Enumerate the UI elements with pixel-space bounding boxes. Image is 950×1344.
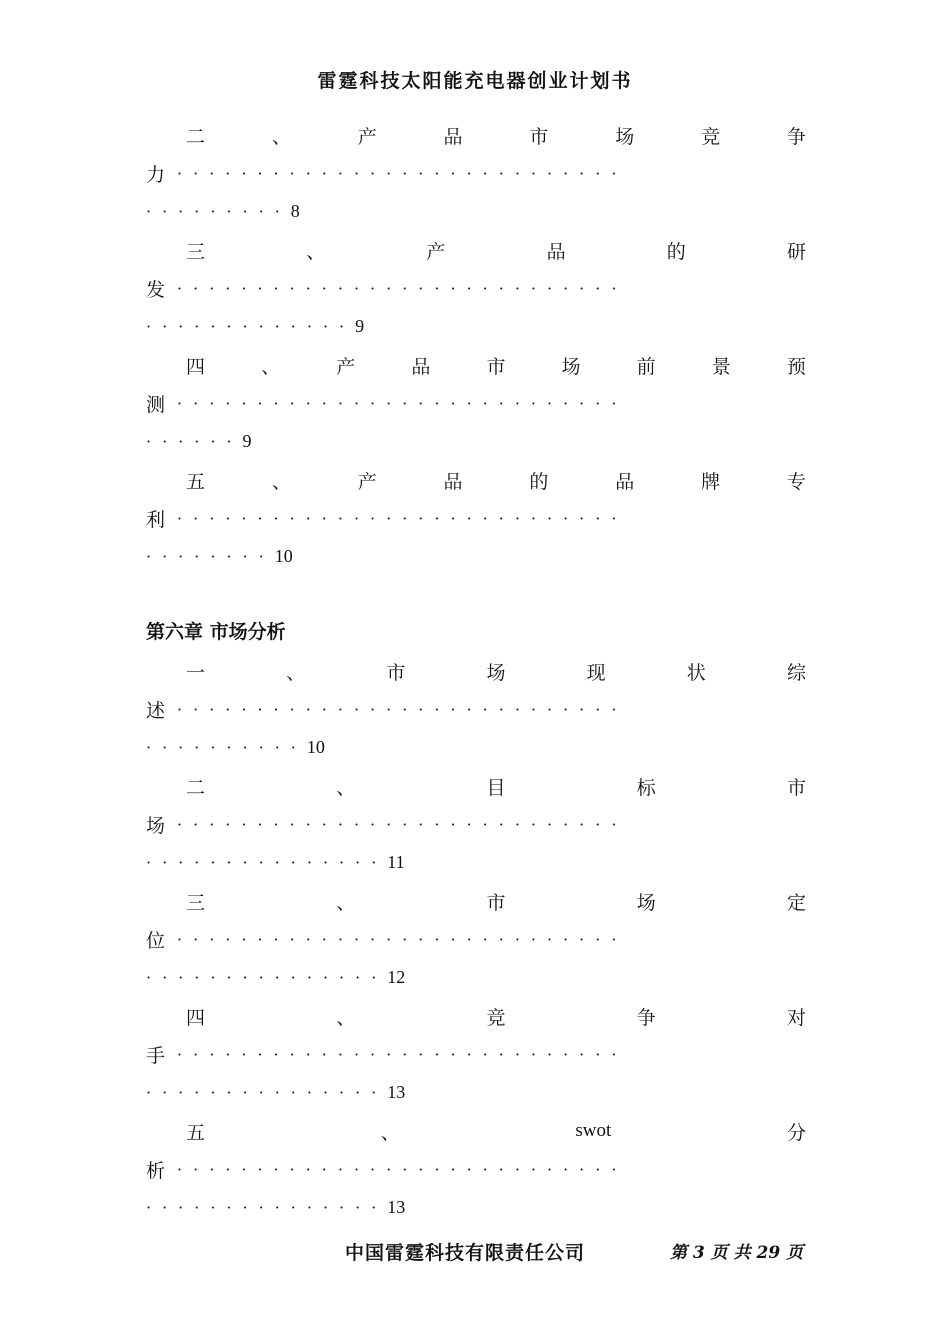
dot-leader: ···························· bbox=[177, 814, 628, 834]
toc-title-char: 竞 bbox=[701, 125, 721, 148]
toc-title-char: 争 bbox=[786, 125, 806, 148]
dot-leader: ···························· bbox=[177, 929, 628, 949]
toc-title-last-char: 位 bbox=[146, 929, 166, 952]
toc-title-last-char: 场 bbox=[146, 814, 166, 837]
toc-page-number: 9 bbox=[355, 315, 365, 336]
footer-company-name: 中国雷霆科技有限责任公司 bbox=[345, 1242, 586, 1264]
toc-title-char: 品 bbox=[615, 470, 635, 493]
toc-entry-leader-line bbox=[146, 1039, 806, 1069]
toc-page-number: 12 bbox=[387, 966, 406, 987]
dot-leader: ···························· bbox=[177, 1159, 628, 1179]
toc-entry-title-line bbox=[186, 886, 806, 916]
toc-entry-leader-line bbox=[146, 1154, 806, 1184]
toc-page-number: 10 bbox=[306, 736, 325, 757]
toc-title-char: 产 bbox=[357, 125, 377, 148]
toc-title-char: 产 bbox=[336, 355, 356, 378]
toc-title-char: 产 bbox=[357, 470, 377, 493]
toc-title-char: 现 bbox=[586, 661, 606, 684]
toc-title-last-char: 述 bbox=[146, 699, 166, 722]
toc-entry-page-line bbox=[146, 732, 325, 762]
toc-entry-page-line bbox=[146, 1077, 405, 1107]
toc-title-char: 场 bbox=[636, 891, 656, 914]
toc-entry-page-line bbox=[146, 847, 405, 877]
toc-page-number: 13 bbox=[387, 1196, 406, 1217]
toc-title-char: 场 bbox=[561, 355, 581, 378]
toc-entry-title-line bbox=[186, 1116, 806, 1146]
toc-title-last-char: 析 bbox=[146, 1159, 166, 1182]
toc-title-char: 四 bbox=[186, 355, 206, 378]
toc-title-char: 品 bbox=[443, 470, 463, 493]
toc-title-char: 的 bbox=[666, 240, 686, 263]
toc-entry-title-line bbox=[186, 120, 806, 150]
dot-leader: ··············· bbox=[146, 1197, 388, 1217]
toc-entry-leader-line bbox=[146, 158, 806, 188]
toc-title-char: 五 bbox=[186, 470, 206, 493]
toc-title-char: 、 bbox=[336, 891, 356, 914]
toc-title-char: 市 bbox=[486, 891, 506, 914]
toc-entry-title-line bbox=[186, 350, 806, 380]
toc-title-last-char: 测 bbox=[146, 393, 166, 416]
dot-leader: ········ bbox=[146, 546, 275, 566]
toc-title-char: 二 bbox=[186, 125, 206, 148]
toc-title-char: 、 bbox=[271, 125, 291, 148]
document-header-title: 雷霆科技太阳能充电器创业计划书 bbox=[317, 70, 633, 92]
toc-title-char: 五 bbox=[186, 1121, 206, 1144]
toc-entry-page-line bbox=[146, 311, 364, 341]
toc-entry-title-line bbox=[186, 465, 806, 495]
toc-entry-leader-line bbox=[146, 924, 806, 954]
toc-title-char: 市 bbox=[529, 125, 549, 148]
page-footer bbox=[0, 1238, 950, 1268]
toc-title-char: 的 bbox=[529, 470, 549, 493]
toc-entry-leader-line bbox=[146, 809, 806, 839]
toc-title-char: 品 bbox=[411, 355, 431, 378]
toc-title-char: 、 bbox=[380, 1121, 400, 1144]
chapter-heading: 第六章 市场分析 bbox=[146, 621, 286, 643]
toc-entry-page-line bbox=[146, 1192, 405, 1222]
toc-title-last-char: 手 bbox=[146, 1044, 166, 1067]
dot-leader: ···························· bbox=[177, 163, 628, 183]
toc-title-char: 、 bbox=[336, 776, 356, 799]
dot-leader: ··············· bbox=[146, 1082, 388, 1102]
dot-leader: ···························· bbox=[177, 699, 628, 719]
toc-title-char: 、 bbox=[271, 470, 291, 493]
toc-page-number: 13 bbox=[387, 1081, 406, 1102]
toc-title-char: 市 bbox=[386, 661, 406, 684]
toc-title-char: 、 bbox=[261, 355, 281, 378]
toc-entry-leader-line bbox=[146, 388, 806, 418]
toc-title-char: 、 bbox=[286, 661, 306, 684]
toc-title-char: 目 bbox=[486, 776, 506, 799]
toc-entry-title-line bbox=[186, 656, 806, 686]
dot-leader: ········· bbox=[146, 201, 291, 221]
toc-title-char: 综 bbox=[786, 661, 806, 684]
toc-entry-leader-line bbox=[146, 694, 806, 724]
toc-entry-leader-line bbox=[146, 503, 806, 533]
toc-title-char: 、 bbox=[336, 1006, 356, 1029]
footer-page-info: 第 3 页 共 29 页 bbox=[670, 1243, 804, 1263]
toc-title-char: 、 bbox=[306, 240, 326, 263]
toc-title-char: 品 bbox=[443, 125, 463, 148]
toc-title-char: 场 bbox=[486, 661, 506, 684]
dot-leader: ·········· bbox=[146, 737, 307, 757]
toc-entry-title-line bbox=[186, 235, 806, 265]
toc-entry-leader-line bbox=[146, 273, 806, 303]
toc-title-char: 竞 bbox=[486, 1006, 506, 1029]
toc-title-char: 分 bbox=[786, 1121, 806, 1144]
toc-title-last-char: 利 bbox=[146, 508, 166, 531]
toc-entry-title-line bbox=[186, 771, 806, 801]
dot-leader: ······ bbox=[146, 431, 243, 451]
toc-page-number: 11 bbox=[387, 851, 405, 872]
dot-leader: ············· bbox=[146, 316, 356, 336]
toc-entry-page-line bbox=[146, 426, 252, 456]
toc-entry-page-line bbox=[146, 541, 293, 571]
toc-title-char: 二 bbox=[186, 776, 206, 799]
toc-title-char: 研 bbox=[786, 240, 806, 263]
toc-title-char: 产 bbox=[426, 240, 446, 263]
toc-title-char: 前 bbox=[636, 355, 656, 378]
toc-title-char: 三 bbox=[186, 240, 206, 263]
toc-title-last-char: 发 bbox=[146, 278, 166, 301]
toc-title-char: 三 bbox=[186, 891, 206, 914]
toc-page-number: 9 bbox=[242, 430, 252, 451]
toc-entry-title-line bbox=[186, 1001, 806, 1031]
toc-title-char: 预 bbox=[786, 355, 806, 378]
toc-title-char: swot bbox=[575, 1120, 612, 1141]
dot-leader: ··············· bbox=[146, 852, 388, 872]
dot-leader: ···························· bbox=[177, 278, 628, 298]
toc-title-char: 场 bbox=[615, 125, 635, 148]
toc-entry-page-line bbox=[146, 196, 300, 226]
toc-page-number: 8 bbox=[290, 200, 300, 221]
toc-title-char: 争 bbox=[636, 1006, 656, 1029]
toc-title-char: 专 bbox=[786, 470, 806, 493]
toc-title-char: 状 bbox=[686, 661, 706, 684]
toc-title-char: 对 bbox=[786, 1006, 806, 1029]
toc-title-char: 市 bbox=[786, 776, 806, 799]
toc-title-char: 定 bbox=[786, 891, 806, 914]
dot-leader: ···························· bbox=[177, 393, 628, 413]
toc-title-char: 标 bbox=[636, 776, 656, 799]
dot-leader: ···························· bbox=[177, 1044, 628, 1064]
toc-title-char: 一 bbox=[186, 661, 206, 684]
toc-title-char: 市 bbox=[486, 355, 506, 378]
toc-page-number: 10 bbox=[274, 545, 293, 566]
toc-title-char: 牌 bbox=[701, 470, 721, 493]
dot-leader: ···························· bbox=[177, 508, 628, 528]
toc-title-char: 四 bbox=[186, 1006, 206, 1029]
dot-leader: ··············· bbox=[146, 967, 388, 987]
toc-title-last-char: 力 bbox=[146, 163, 166, 186]
toc-title-char: 景 bbox=[711, 355, 731, 378]
toc-entry-page-line bbox=[146, 962, 405, 992]
toc-title-char: 品 bbox=[546, 240, 566, 263]
